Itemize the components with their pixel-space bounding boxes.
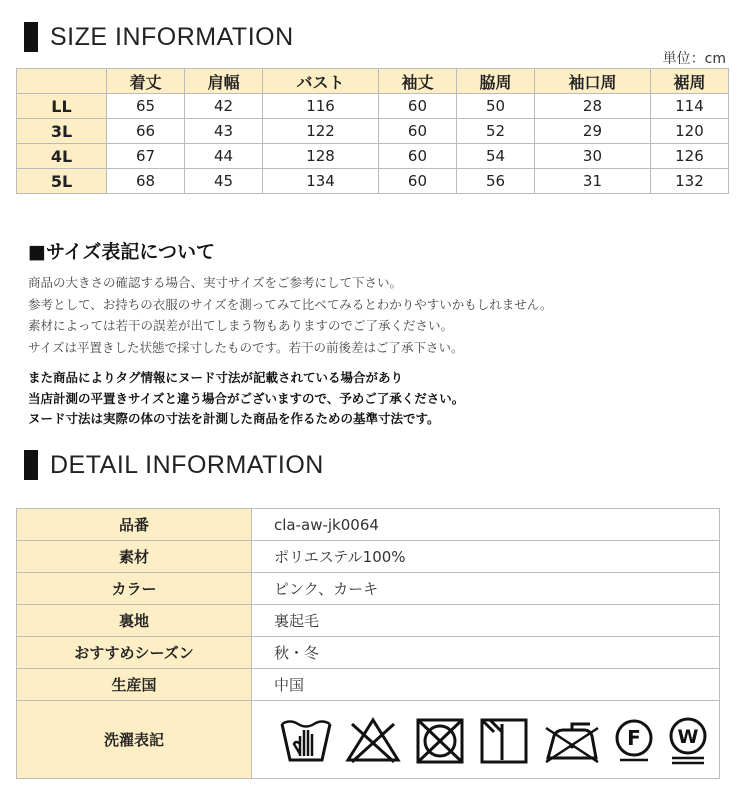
- size-header-cell: 袖口周: [535, 69, 651, 94]
- size-cell: 68: [107, 169, 185, 194]
- table-row: [17, 509, 720, 541]
- size-header-cell: 袖丈: [378, 69, 456, 94]
- size-header-cell: 裾周: [650, 69, 728, 94]
- size-header-corner: [17, 69, 107, 94]
- size-cell: 44: [185, 144, 263, 169]
- size-cell: 65: [107, 94, 185, 119]
- note-line: 素材によっては若干の誤差が出てしまう物もありますのでご了承ください。: [28, 318, 454, 333]
- size-cell: 128: [263, 144, 379, 169]
- dry-clean-f-icon: [612, 714, 656, 766]
- detail-label: カラー: [17, 573, 252, 605]
- size-row-label: 5L: [17, 169, 107, 194]
- detail-value: cla-aw-jk0064: [252, 509, 720, 541]
- note-line: 商品の大きさの確認する場合、実寸サイズをご参考にして下さい。: [28, 275, 403, 290]
- detail-label: 品番: [17, 509, 252, 541]
- size-header-cell: 肩幅: [185, 69, 263, 94]
- size-cell: 54: [457, 144, 535, 169]
- detail-label: おすすめシーズン: [17, 637, 252, 669]
- low-iron-icon: [542, 714, 602, 766]
- size-cell: 132: [650, 169, 728, 194]
- care-icons: [274, 714, 719, 766]
- size-cell: 60: [378, 119, 456, 144]
- size-cell: 45: [185, 169, 263, 194]
- detail-table: [16, 508, 720, 779]
- table-row: [17, 169, 729, 194]
- detail-value: 秋・冬: [252, 637, 720, 669]
- detail-value: 裏起毛: [252, 605, 720, 637]
- nude-size-notice: [28, 368, 464, 430]
- notice-line: また商品によりタグ情報にヌード寸法が記載されている場合があり: [28, 370, 404, 385]
- note-line: 参考として、お持ちの衣服のサイズを測ってみて比べてみるとわかりやすいかもしれません。: [28, 296, 553, 312]
- table-row: [17, 701, 720, 779]
- table-row: [17, 144, 729, 169]
- size-cell: 30: [535, 144, 651, 169]
- size-cell: 43: [185, 119, 263, 144]
- svg-text:F: F: [627, 725, 641, 750]
- detail-label: 洗濯表記: [17, 701, 252, 779]
- size-cell: 60: [378, 94, 456, 119]
- detail-label: 裏地: [17, 605, 252, 637]
- table-row: [17, 669, 720, 701]
- table-row: [17, 94, 729, 119]
- size-cell: 52: [457, 119, 535, 144]
- size-section-header: [24, 22, 294, 52]
- size-cell: 29: [535, 119, 651, 144]
- size-cell: 60: [378, 144, 456, 169]
- detail-value: 中国: [252, 669, 720, 701]
- size-row-label: 4L: [17, 144, 107, 169]
- size-cell: 66: [107, 119, 185, 144]
- size-row-label: 3L: [17, 119, 107, 144]
- size-table-header-row: [17, 69, 729, 94]
- size-header-cell: バスト: [263, 69, 379, 94]
- care-icons-cell: [252, 701, 720, 779]
- wet-clean-w-icon: [666, 714, 710, 766]
- size-cell: 31: [535, 169, 651, 194]
- detail-label: 生産国: [17, 669, 252, 701]
- table-row: [17, 573, 720, 605]
- size-row-label: LL: [17, 94, 107, 119]
- table-row: [17, 637, 720, 669]
- size-cell: 28: [535, 94, 651, 119]
- size-cell: 56: [457, 169, 535, 194]
- size-header-cell: 脇周: [457, 69, 535, 94]
- size-notes-body: [28, 272, 553, 358]
- detail-section-header: [24, 450, 324, 480]
- size-cell: 50: [457, 94, 535, 119]
- table-row: [17, 541, 720, 573]
- detail-value: ピンク、カーキ: [252, 573, 720, 605]
- section-marker: [24, 22, 38, 52]
- size-notes-title: ■サイズ表記について: [28, 241, 216, 263]
- note-line: サイズは平置きした状態で採寸したものです。若干の前後差はご了承下さい。: [28, 339, 464, 355]
- notice-line: 当店計測の平置きサイズと違う場合がございますので、予めご了承ください。: [28, 390, 465, 406]
- line-dry-shade-icon: [478, 714, 532, 766]
- size-cell: 42: [185, 94, 263, 119]
- size-cell: 60: [378, 169, 456, 194]
- detail-label: 素材: [17, 541, 252, 573]
- size-cell: 120: [650, 119, 728, 144]
- size-cell: 134: [263, 169, 379, 194]
- hand-wash-icon: [278, 714, 334, 766]
- notice-line: ヌード寸法は実際の体の寸法を計測した商品を作るための基準寸法です。: [28, 411, 440, 426]
- table-row: [17, 119, 729, 144]
- section-marker: [24, 450, 38, 480]
- size-section-title: SIZE INFORMATION: [50, 22, 294, 51]
- size-cell: 116: [263, 94, 379, 119]
- svg-text:W: W: [677, 725, 699, 748]
- table-row: [17, 605, 720, 637]
- size-table: [16, 68, 729, 194]
- detail-section-title: DETAIL INFORMATION: [50, 450, 324, 479]
- size-cell: 122: [263, 119, 379, 144]
- detail-value: ポリエステル100%: [252, 541, 720, 573]
- size-cell: 126: [650, 144, 728, 169]
- size-cell: 114: [650, 94, 728, 119]
- no-bleach-icon: [344, 714, 402, 766]
- unit-label: 単位：cm: [662, 51, 726, 67]
- no-tumble-dry-icon: [412, 714, 468, 766]
- size-cell: 67: [107, 144, 185, 169]
- size-header-cell: 着丈: [107, 69, 185, 94]
